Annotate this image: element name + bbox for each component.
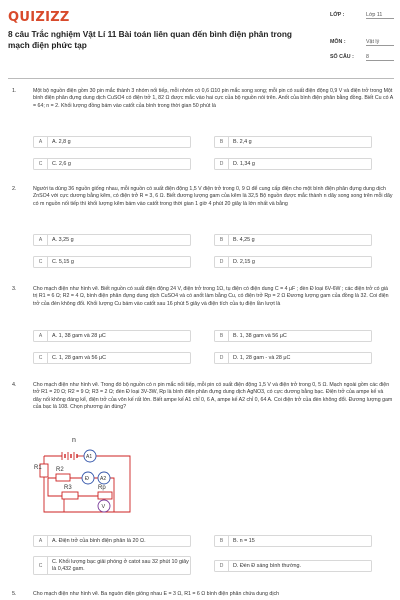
option-letter: B (215, 536, 229, 546)
question-number: 5. (12, 591, 17, 597)
option-letter: A (34, 137, 48, 147)
question-number: 4. (12, 382, 17, 388)
option-text: A. 3,25 g (52, 237, 74, 243)
circuit-label-a1: A1 (86, 454, 93, 460)
circuit-label-rp: Rp (98, 485, 106, 491)
option-text: C. 2,6 g (52, 161, 71, 167)
question-text: Cho mạch điện như hình vẽ. Biết nguồn có suất điện động 24 V, điện trở trong 1Ω, tụ điện có điện dung C = 4 μF ; đèn Đ loại 6V-6W ; các điện trở có giá trị R1 = 6 Ω; R2 = 4 Ω, bình điện phân đựng dung dịch CuSO4 và có anốt làm bằng Cu, có điện trở Rp = 2 Ω Đương lượng gam của đồng là 32. Coi điện trở của đèn không đổi. Khối lượng Cu bám vào catốt sau 16 phút 5 giây và điện tích của tụ điện lần lượt là (33, 286, 389, 307)
option-d[interactable] (214, 560, 372, 572)
circuit-label-r2: R2 (56, 467, 64, 473)
option-text: A. 1, 38 gam và 28 μC (52, 333, 106, 339)
question-number: 1. (12, 88, 17, 94)
option-text: B. 4,25 g (233, 237, 255, 243)
resistor-r2-shape (56, 474, 70, 481)
option-a[interactable] (33, 330, 191, 342)
subject-value: Vật lý (366, 39, 394, 46)
option-letter: D (215, 159, 229, 169)
option-letter: B (215, 235, 229, 245)
question-number: 3. (12, 286, 17, 292)
count-label: SỐ CÂU : (330, 54, 354, 60)
circuit-label-n: n (72, 437, 76, 444)
option-text: D. 1, 28 gam - và 28 μC (233, 355, 291, 361)
option-text: D. 1,34 g (233, 161, 255, 167)
option-text: A. Điện trở của bình điện phân là 20 Ω. (52, 538, 146, 544)
option-c[interactable] (33, 256, 191, 268)
question-text: Một bộ nguồn điện gồm 30 pin mắc thành 3 nhóm nối tiếp, mỗi nhóm có 0,6 Ω10 pin mắc song song; mỗi pin có suất điện động 0,9 V và điện trở trong Một bình điện phân đựng dung dịch CuSO4 có điện trở 1, 82 Ω được mắc vào hai cực của bộ nguồn nói trên. Anốt của bình điện phân bằng đồng. Biết Cu có A = 64; n = 2. Khối lượng đồng bám vào catốt của bình trong thời gian 50 phút là (33, 88, 393, 109)
resistor-r3-shape (62, 492, 78, 499)
option-d[interactable] (214, 256, 372, 268)
option-b[interactable] (214, 136, 372, 148)
option-text: C. 1, 28 gam và 56 μC (52, 355, 107, 361)
option-letter: A (34, 331, 48, 341)
option-c[interactable] (33, 556, 191, 575)
question-number: 2. (12, 186, 17, 192)
option-letter: C (34, 557, 48, 574)
option-letter: A (34, 235, 48, 245)
option-a[interactable] (33, 234, 191, 246)
option-d[interactable] (214, 352, 372, 364)
quiz-title: 8 câu Trắc nghiệm Vật Lí 11 Bài toán liên quan đến bình điện phân trong mạch điện phức tạp (8, 29, 292, 50)
subject-label: MÔN : (330, 39, 346, 45)
header-divider (8, 78, 394, 79)
option-b[interactable] (214, 535, 372, 547)
option-text: C. 5,15 g (52, 259, 74, 265)
option-text: A. 2,8 g (52, 139, 71, 145)
circuit-label-v: V (101, 504, 106, 510)
option-text: D. Đèn Đ sáng bình thường. (233, 563, 301, 569)
quizizz-logo: QUIZIZZ (8, 10, 70, 25)
option-letter: D (215, 257, 229, 267)
option-letter: C (34, 353, 48, 363)
option-c[interactable] (33, 158, 191, 170)
count-value: 8 (366, 54, 394, 61)
question-text: Cho mạch điện như hình vẽ. Trong đó bộ nguồn có n pin mắc nối tiếp, mỗi pin có suất điện động 1,5 V và điện trở trong 0, 5 Ω. Mạch ngoài gồm các điện trở R1 = 20 Ω; R2 = 9 Ω; R3 = 2 Ω; đèn Đ loại 3V-3W, Rp là bình điện phân đựng dung dịch AgNO3, có cực dương bằng bạc. Điện trở của ampe kế và dây nối không đáng kể, điện trở của vôn kế rất lớn. Biết ampe kế A1 chỉ 0, 6 A, ampe kế A2 chỉ 0, 64 A. Coi điện trở của đèn không đổi. Đương lượng gam của bạc là 108. Chọn phương án đúng? (33, 382, 393, 411)
option-text: D. 2,15 g (233, 259, 255, 265)
option-b[interactable] (214, 330, 372, 342)
option-letter: C (34, 257, 48, 267)
circuit-label-r1: R1 (34, 465, 42, 471)
question-text: Người ta dùng 36 nguồn giống nhau, mỗi nguồn có suất điện động 1,5 V điện trở trong 0, 9 Ω để cung cấp điện cho một bình điện phân đựng dung dịch ZnSO4 với cực dương bằng kẽm, có điện trở R = 3, 6 Ω. Biết đương lượng gam của kẽm là 32,5 Bộ nguồn được mắc thành n dãy song song trên mỗi dãy có m nguồn nối tiếp thì khối lượng kẽm bám vào catốt trong thời gian 1 giờ 4 phút 20 giây là lớn nhất và bằng (33, 186, 393, 207)
option-a[interactable] (33, 535, 191, 547)
option-text: B. 2,4 g (233, 139, 252, 145)
circuit-diagram (34, 434, 134, 516)
option-letter: B (215, 331, 229, 341)
option-letter: A (34, 536, 48, 546)
resistor-rp-shape (98, 492, 112, 499)
class-value: Lớp 11 (366, 12, 394, 19)
page-header (0, 0, 400, 72)
option-d[interactable] (214, 158, 372, 170)
option-letter: D (215, 353, 229, 363)
option-letter: B (215, 137, 229, 147)
class-label: LỚP : (330, 12, 345, 18)
option-b[interactable] (214, 234, 372, 246)
option-text: C. Khối lượng bạc giải phóng ở catot sau 32 phút 10 giây là 0,432 gam. (52, 558, 189, 572)
option-letter: C (34, 159, 48, 169)
option-text: B. n = 15 (233, 538, 255, 544)
option-text: B. 1, 38 gam và 56 μC (233, 333, 287, 339)
circuit-label-r3: R3 (64, 485, 72, 491)
option-a[interactable] (33, 136, 191, 148)
question-text: Cho mạch điện như hình vẽ. Ba nguồn điện giống nhau E = 3 Ω, R1 = 6 Ω bình điện phân chứa dung dịch (33, 591, 280, 597)
option-letter: D (215, 561, 229, 571)
circuit-label-a2: A2 (100, 476, 107, 482)
option-c[interactable] (33, 352, 191, 364)
circuit-label-d: Đ (85, 476, 89, 482)
